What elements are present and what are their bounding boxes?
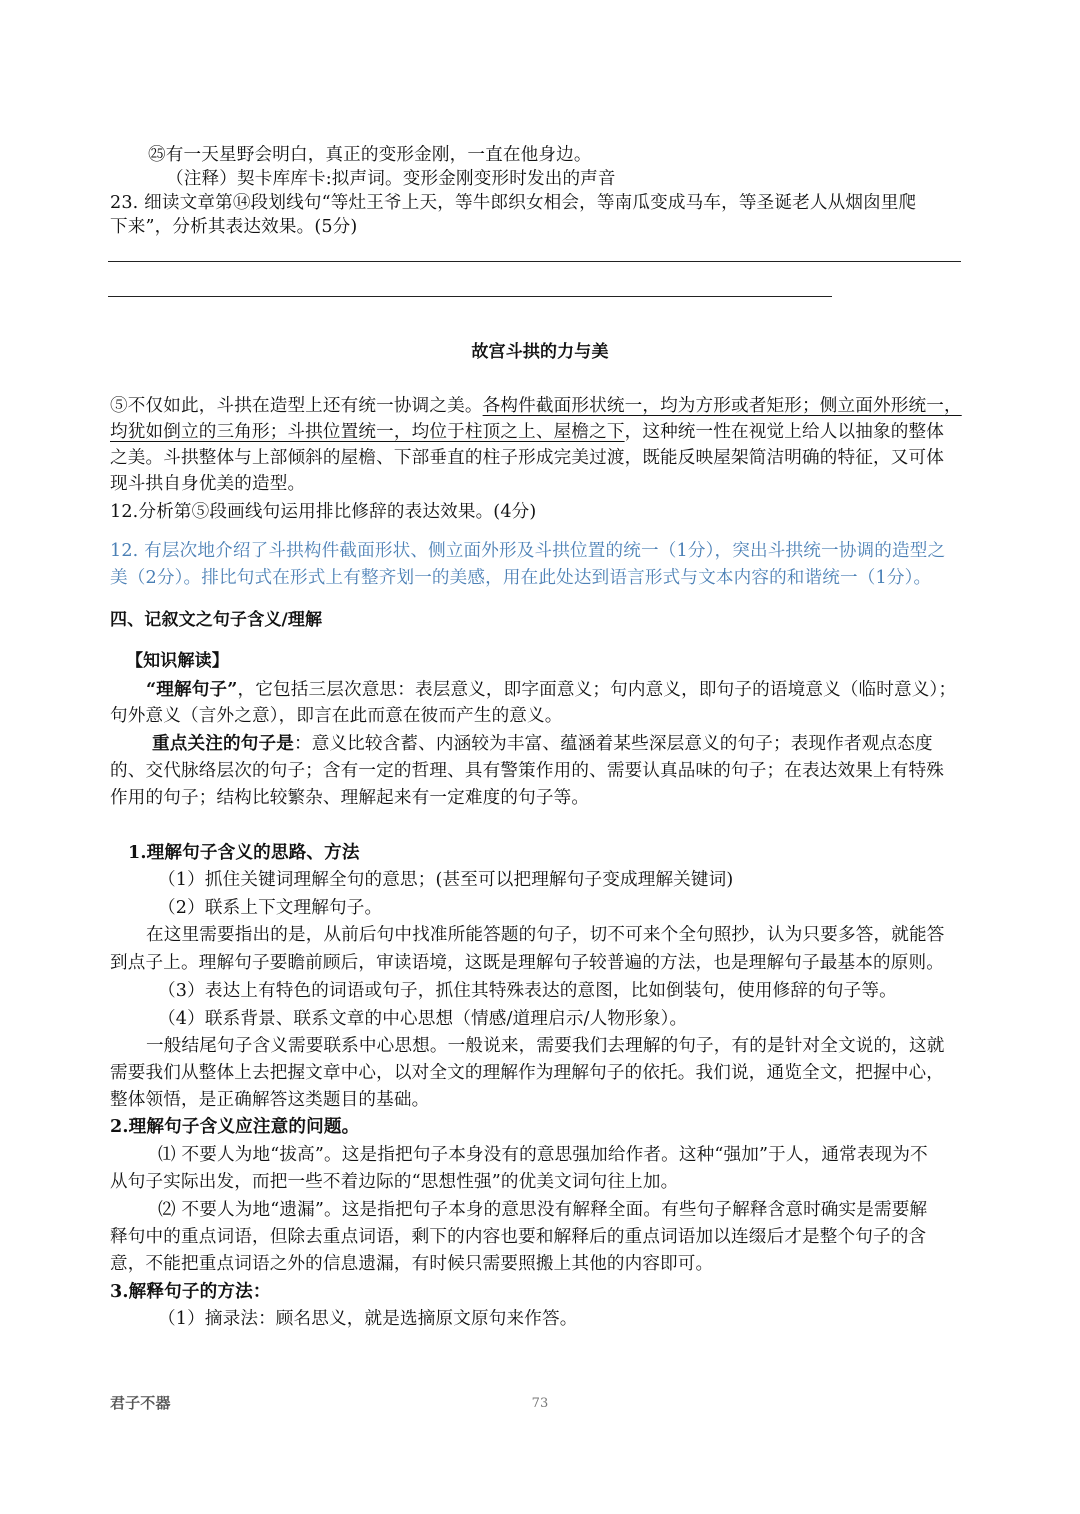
term-understanding-sentences: “理解句子” (146, 679, 238, 700)
knowledge-heading: 【知识解读】 (126, 651, 229, 671)
paragraph-25: ㉕有一天星野会明白，真正的变形金刚，一直在他身边。 (148, 145, 592, 165)
method-4-note-line-1: 一般结尾句子含义需要联系中心思想。一般说来，需要我们去理解的句子，有的是针对全文说的，这就 (146, 1036, 945, 1056)
note-2-line-2: 释句中的重点词语，但除去重点词语，剩下的内容也要和解释后的重点词语加以连缀后才是整个句子的含 (110, 1227, 927, 1247)
note-1-line-2: 从句子实际出发，而把一些不着边际的“思想性强”的优美文词句往上加。 (110, 1172, 679, 1192)
underlined-sentence-part-1: 各构件截面形状统一，均为方形或者矩形；侧立面外形统一， (482, 396, 962, 416)
method-2: （2）联系上下文理解句子。 (158, 898, 383, 918)
method-4-note-line-3: 整体领悟，是正确解答这类题目的基础。 (110, 1090, 430, 1110)
note-2-line-1: ⑵ 不要人为地“遗漏”。这是指把句子本身的意思没有解释全面。有些句子解释含意时确实是需要解 (158, 1200, 928, 1220)
article-paragraph-5-line-1 (110, 393, 962, 419)
knowledge-paragraph-1-text: ，它包括三层次意思：表层意义，即字面意义；句内意义，即句子的语境意义（临时意义）； (237, 680, 957, 700)
annotation-note: （注释）契卡库库卡:拟声词。变形金刚变形时发出的声音 (166, 169, 616, 189)
knowledge-paragraph-2-line-3: 作用的句子；结构比较繁杂、理解起来有一定难度的句子等。 (110, 788, 590, 808)
knowledge-paragraph-1-line-1 (146, 677, 956, 703)
answer-12-line-2: 美（2分）。排比句式在形式上有整齐划一的美感，用在此处达到语言形式与文本内容的和谐统一（1分）。 (110, 568, 932, 588)
underlined-sentence-part-2: 均犹如倒立的三角形；斗拱位置统一，均位于柱顶之上、屋檐之下 (110, 422, 625, 442)
footer-label: 君子不器 (110, 1394, 171, 1412)
question-23-line-1: 23. 细读文章第⑭段划线句“等灶王爷上天，等牛郎织女相会，等南瓜变成马车，等圣诞老人从烟囱里爬 (110, 193, 917, 213)
method-2-note-line-1: 在这里需要指出的是，从前后句中找准所能答题的句子，切不可来个全句照抄，认为只要多答，就能答 (146, 925, 945, 945)
question-12: 12.分析第⑤段画线句运用排比修辞的表达效果。(4分) (110, 502, 537, 522)
method-3: （3）表达上有特色的词语或句子，抓住其特殊表达的意图，比如倒装句，使用修辞的句子等。 (158, 981, 897, 1001)
term-focus-sentences: 重点关注的句子是 (152, 733, 294, 754)
knowledge-paragraph-2-line-1 (152, 731, 933, 757)
article-paragraph-5-line-4: 现斗拱自身优美的造型。 (110, 474, 306, 494)
article-title: 故宫斗拱的力与美 (471, 342, 609, 362)
explanation-method-1: （1）摘录法：顾名思义，就是选摘原文原句来作答。 (158, 1309, 578, 1329)
article-paragraph-5-line-2 (110, 419, 944, 445)
knowledge-paragraph-2-text: ：意义比较含蓄、内涵较为丰富、蕴涵着某些深层意义的句子；表现作者观点态度 (293, 734, 933, 754)
subheading-2: 2.理解句子含义应注意的问题。 (110, 1116, 360, 1137)
section-4-heading: 四、记叙文之句子含义/理解 (110, 610, 323, 630)
subheading-1: 1.理解句子含义的思路、方法 (128, 842, 360, 863)
method-1: （1）抓住关键词理解全句的意思；(甚至可以把理解句子变成理解关键词) (158, 870, 734, 890)
knowledge-paragraph-1-line-2: 句外意义（言外之意），即言在此而意在彼而产生的意义。 (110, 706, 563, 726)
method-4: （4）联系背景、联系文章的中心思想（情感/道理启示/人物形象）。 (158, 1009, 688, 1029)
knowledge-paragraph-2-line-2: 的、交代脉络层次的句子；含有一定的哲理、具有警策作用的、需要认真品味的句子；在表达效果上有特殊 (110, 761, 944, 781)
note-2-line-3: 意，不能把重点词语之外的信息遗漏，有时候只需要照搬上其他的内容即可。 (110, 1254, 714, 1274)
question-23-line-2: 下来”，分析其表达效果。(5分) (110, 217, 358, 237)
paragraph-5-line-2-rest: ，这种统一性在视觉上给人以抽象的整体 (624, 422, 944, 442)
article-paragraph-5-line-3: 之美。斗拱整体与上部倾斜的屋檐、下部垂直的柱子形成完美过渡，既能反映屋架简洁明确的特征，又可体 (110, 448, 944, 468)
method-2-note-line-2: 到点子上。理解句子要瞻前顾后，审读语境，这既是理解句子较普遍的方法，也是理解句子最基本的原则。 (110, 953, 944, 973)
method-4-note-line-2: 需要我们从整体上去把握文章中心，以对全文的理解作为理解句子的依托。我们说，通览全文，把握中心， (110, 1063, 944, 1083)
page-number: 73 (531, 1396, 549, 1411)
paragraph-5-lead: ⑤不仅如此，斗拱在造型上还有统一协调之美。 (110, 396, 483, 416)
subheading-3: 3.解释句子的方法： (110, 1281, 271, 1302)
answer-blank-line-1 (108, 261, 961, 262)
answer-blank-line-2 (108, 296, 832, 297)
answer-12-line-1: 12. 有层次地介绍了斗拱构件截面形状、侧立面外形及斗拱位置的统一（1分），突出斗拱统一协调的造型之 (110, 541, 946, 561)
note-1-line-1: ⑴ 不要人为地“拔高”。这是指把句子本身没有的意思强加给作者。这种“强加”于人，通常表现为不 (158, 1145, 928, 1165)
